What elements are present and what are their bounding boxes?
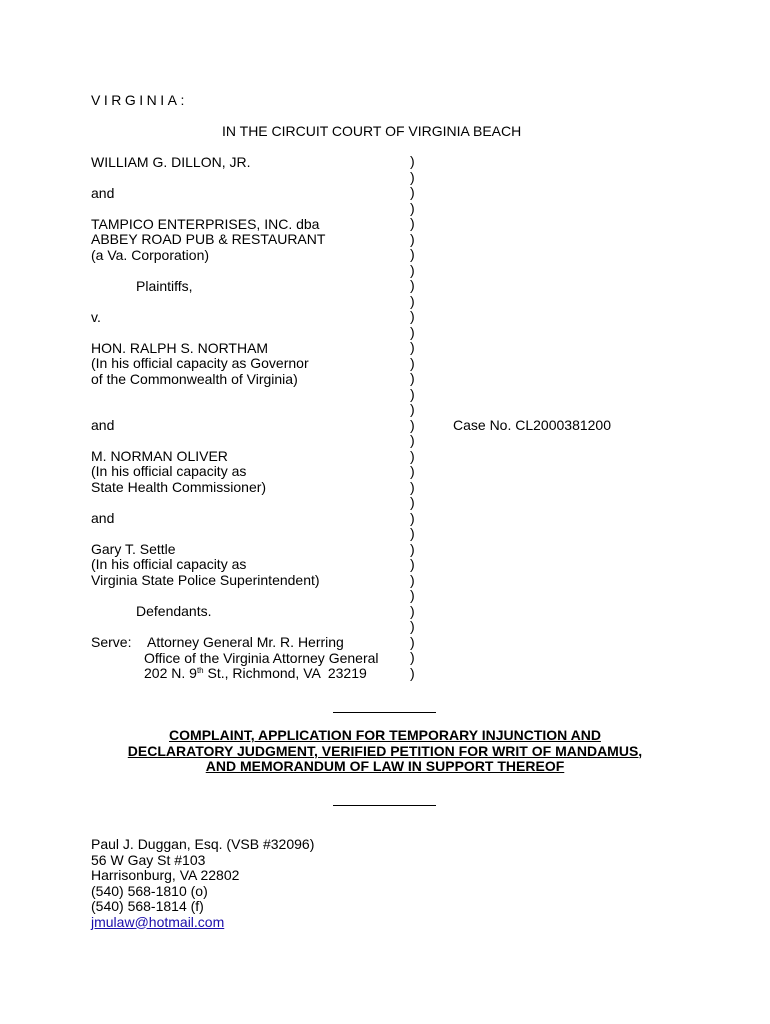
attorney-street: 56 W Gay St #103: [91, 851, 206, 868]
court-heading: IN THE CIRCUIT COURT OF VIRGINIA BEACH: [222, 123, 522, 139]
ordinal-suffix: th: [196, 666, 204, 675]
state-heading: VIRGINIA:: [91, 92, 188, 108]
caption-paren: ): [410, 230, 415, 247]
plaintiff-1: WILLIAM G. DILLON, JR.: [91, 154, 251, 170]
attorney-block: [91, 837, 314, 930]
caption-paren: ): [410, 664, 415, 681]
versus: v.: [91, 309, 101, 325]
conjunction-and: and: [91, 510, 115, 526]
caption-paren: ): [410, 649, 415, 665]
caption-paren: ): [410, 602, 415, 619]
caption-paren: ): [410, 416, 415, 433]
serve-recipient: Attorney General Mr. R. Herring: [147, 634, 344, 650]
caption-paren: ): [410, 525, 415, 541]
caption-paren: ): [410, 463, 415, 479]
plaintiff-2-dba: ABBEY ROAD PUB & RESTAURANT: [91, 231, 326, 247]
attorney-fax: (540) 568-1814 (f): [91, 898, 204, 914]
caption-paren: ): [410, 215, 415, 231]
title-line-2: DECLARATORY JUDGMENT, VERIFIED PETITION FOR WRIT OF MANDAMUS,: [127, 742, 643, 759]
defendant-1-capacity-cont: of the Commonwealth of Virginia): [91, 371, 298, 387]
caption-paren: ): [410, 540, 415, 557]
caption-paren: ): [410, 509, 415, 526]
caption-paren: ): [410, 292, 415, 309]
caption-paren: ): [410, 432, 415, 448]
divider-rule: [333, 712, 436, 713]
caption-paren: ): [410, 556, 415, 572]
caption-paren: ): [410, 308, 415, 324]
title-line-3: AND MEMORANDUM OF LAW IN SUPPORT THEREOF: [205, 758, 565, 774]
conjunction-and: and: [91, 417, 115, 433]
conjunction-and: and: [91, 185, 115, 201]
serve-office: Office of the Virginia Attorney General: [144, 650, 379, 666]
caption-paren: ): [410, 587, 415, 603]
defendant-2-name: M. NORMAN OLIVER: [91, 448, 228, 464]
caption-paren: ): [410, 370, 415, 386]
caption-paren: ): [410, 478, 415, 495]
caption-paren: ): [410, 323, 415, 340]
caption-paren: ): [410, 571, 415, 588]
caption-paren: ): [410, 401, 415, 417]
defendant-3-capacity: (In his official capacity as: [91, 556, 247, 572]
defendant-3-capacity-cont: Virginia State Police Superintendent): [91, 572, 320, 588]
caption-parentheses-column: [410, 154, 420, 681]
defendant-1-capacity: (In his official capacity as Governor: [91, 355, 309, 371]
serve-label: Serve:: [91, 634, 132, 650]
document-title: [60, 728, 710, 775]
title-line-1: COMPLAINT, APPLICATION FOR TEMPORARY INJUNCTION AND: [169, 727, 601, 743]
caption-paren: ): [410, 277, 415, 293]
plaintiff-2-name: TAMPICO ENTERPRISES, INC. dba: [91, 216, 320, 232]
attorney-phone: (540) 568-1810 (o): [91, 882, 208, 899]
caption-paren: ): [410, 354, 415, 371]
attorney-city: Harrisonburg, VA 22802: [91, 867, 240, 883]
caption-paren: ): [410, 618, 415, 634]
caption-paren: ): [410, 199, 415, 216]
defendant-3-name: Gary T. Settle: [91, 541, 176, 557]
plaintiff-2-type: (a Va. Corporation): [91, 247, 210, 263]
caption-paren: ): [410, 153, 415, 169]
serve-address-city: St., Richmond, VA 23219: [203, 665, 367, 681]
case-number: Case No. CL2000381200: [453, 417, 612, 433]
attorney-name: Paul J. Duggan, Esq. (VSB #32096): [91, 836, 315, 852]
caption-paren: ): [410, 246, 415, 262]
caption-paren: ): [410, 168, 415, 185]
caption-paren: ): [410, 339, 415, 355]
defendant-1-name: HON. RALPH S. NORTHAM: [91, 340, 269, 356]
defendants-label: Defendants.: [136, 603, 212, 619]
caption-paren: ): [410, 385, 415, 402]
defendant-2-capacity-cont: State Health Commissioner): [91, 479, 267, 495]
caption-paren: ): [410, 447, 415, 464]
plaintiffs-label: Plaintiffs,: [136, 278, 193, 294]
caption-paren: ): [410, 184, 415, 200]
serve-address: [144, 665, 367, 681]
caption-paren: ): [410, 261, 415, 278]
serve-address-street: 202 N. 9: [144, 665, 197, 681]
caption-paren: ): [410, 494, 415, 510]
caption-paren: ): [410, 633, 415, 650]
divider-rule: [333, 805, 436, 806]
defendant-2-capacity: (In his official capacity as: [91, 463, 247, 479]
attorney-email-link[interactable]: jmulaw@hotmail.com: [91, 913, 225, 930]
